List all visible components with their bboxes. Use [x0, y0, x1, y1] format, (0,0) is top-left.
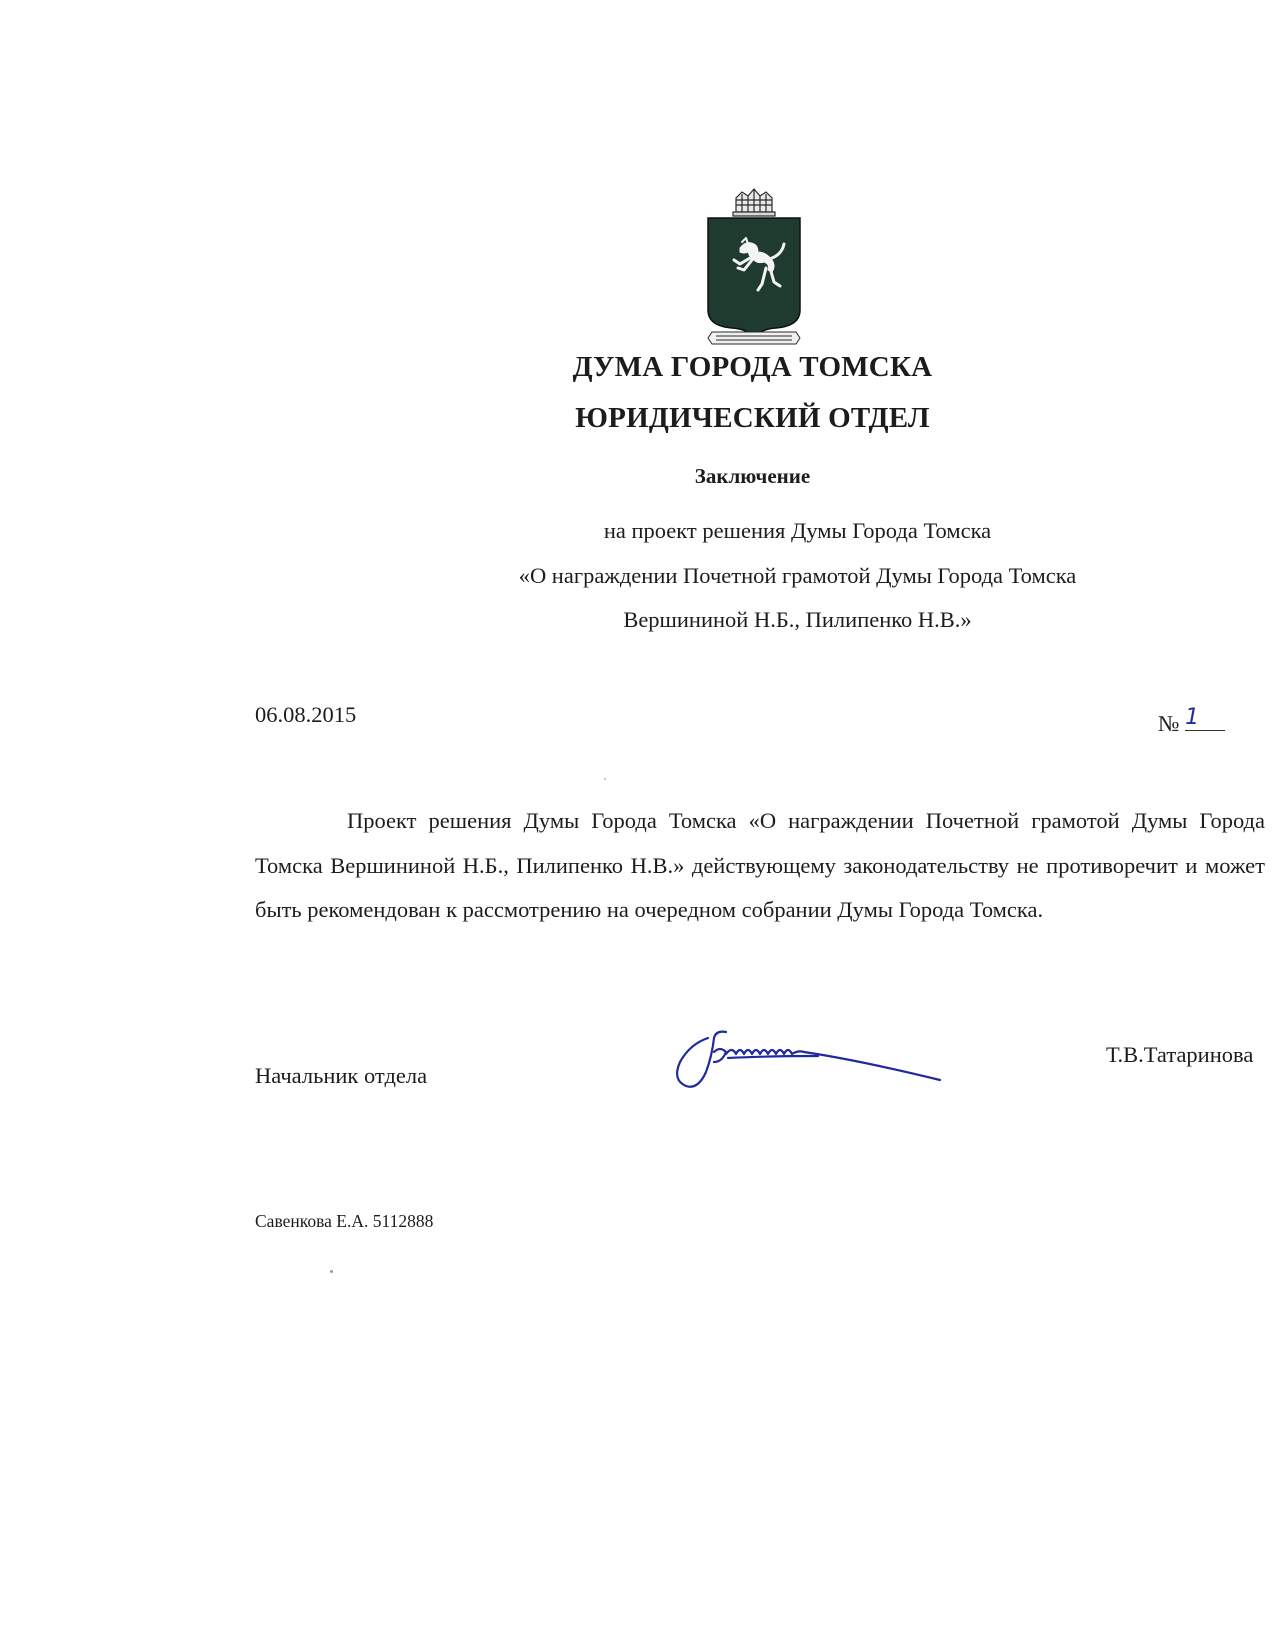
subject-line-2: «О награждении Почетной грамотой Думы Города Томска: [518, 563, 1077, 588]
tomsk-coat-of-arms-icon: [706, 186, 802, 352]
department-name: ЮРИДИЧЕСКИЙ ОТДЕЛ: [575, 402, 930, 434]
body-paragraph: Проект решения Думы Города Томска «О награждении Почетной грамотой Думы Города Томска Вершининой Н.Б., Пилипенко Н.В.» действующему законодательству не противоречит и может быть рекомендован к рассмотрению на очередном собрании Думы Города Томска.: [255, 808, 1265, 922]
executor-info: Савенкова Е.А. 5112888: [255, 1211, 434, 1231]
signatory-name: Т.В.Татаринова: [1106, 1042, 1254, 1067]
document-kind: Заключение: [694, 464, 811, 488]
org-name: ДУМА ГОРОДА ТОМСКА: [572, 351, 933, 383]
handwritten-signature: [668, 1022, 948, 1094]
number-label: №: [1158, 711, 1180, 736]
number-value: 1: [1185, 705, 1225, 731]
scan-speck: [604, 778, 606, 780]
scan-speck: [330, 1270, 333, 1273]
subject-line-1: на проект решения Думы Города Томска: [603, 518, 992, 543]
signatory-role: Начальник отдела: [255, 1063, 428, 1088]
subject-line-3: Вершининой Н.Б., Пилипенко Н.В.»: [623, 607, 972, 632]
document-number: [1158, 705, 1225, 737]
document-date: 06.08.2015: [255, 702, 357, 727]
